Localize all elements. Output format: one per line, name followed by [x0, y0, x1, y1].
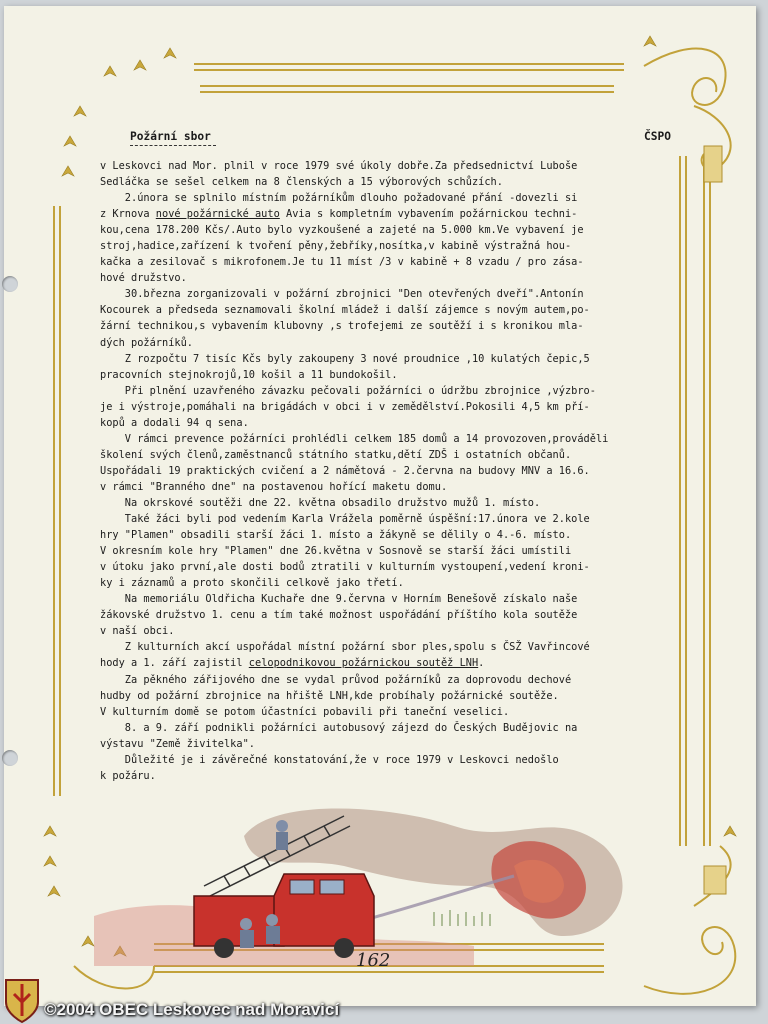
text-segment: v rámci "Branného dne" na postavenou hořící maketu domu.: [100, 480, 448, 493]
fire-truck-illustration: [94, 796, 654, 966]
text-segment: Kocourek a předseda seznamovali školní mládež i další zájemce s novým autem,po-: [100, 304, 590, 317]
text-segment: V kulturním domě se potom účastníci pobavili při taneční veselici.: [100, 705, 510, 718]
text-line: [100, 431, 660, 447]
text-line: [100, 479, 660, 495]
text-segment: Na memoriálu Oldřicha Kuchaře dne 9.června v Horním Benešově získalo naše: [100, 593, 578, 606]
text-line: [100, 768, 660, 784]
text-segment: Důležité je i závěrečné konstatování,že v roce 1979 v Leskovci nedošlo: [100, 753, 559, 766]
text-segment: hudby od požární zbrojnice na hřiště LNH,kde probíhaly požárnické soutěže.: [100, 689, 559, 702]
document-page: [4, 6, 756, 1006]
section-heading: Požární sbor: [130, 130, 211, 143]
text-segment: Za pěkného zářijového dne se vydal průvod požárníků za doprovodu dechové: [100, 673, 572, 686]
text-segment: hry "Plamen" obsadili starší žáci 1. místo a žákyně se dělily o 4.-6. místo.: [100, 529, 572, 542]
text-line: [100, 318, 660, 334]
text-segment: Z rozpočtu 7 tisíc Kčs byly zakoupeny 3 nové proudnice ,10 kulatých čepic,5: [100, 352, 590, 365]
text-line: [100, 447, 660, 463]
text-line: [100, 720, 660, 736]
text-line: [100, 270, 660, 286]
text-line: [100, 302, 660, 318]
text-segment: je i výstroje,pomáhali na brigádách v obci i v zemědělství.Pokosili 4,5 km pří-: [100, 400, 590, 413]
text-line: [100, 752, 660, 768]
text-segment: stroj,hadice,zařízení k tvoření pěny,žebříky,nosítka,v kabině výstražná hou-: [100, 240, 572, 253]
text-line: [100, 495, 660, 511]
text-segment: Avia s kompletním vybavením požárnickou techni-: [279, 208, 578, 221]
text-segment: Sedláčka se sešel celkem na 8 členských a 15 výborových schůzích.: [100, 176, 503, 189]
text-segment: Také žáci byli pod vedením Karla Vrážela poměrně úspěšní:17.února ve 2.kole: [100, 513, 590, 526]
text-segment: hové družstvo.: [100, 272, 187, 285]
text-line: [100, 415, 660, 431]
text-segment: Uspořádali 19 praktických cvičení a 2 námětová - 2.června na budovy MNV a 16.6.: [100, 464, 590, 477]
text-line: [100, 174, 660, 190]
text-segment: ky i záznamů a proto skončili celkově jako třetí.: [100, 577, 404, 590]
text-line: [100, 286, 660, 302]
text-line: [100, 543, 660, 559]
text-line: [100, 672, 660, 688]
text-line: [100, 511, 660, 527]
text-segment: žákovské družstvo 1. cenu a tím také možnost uspořádání příštího kola soutěže: [100, 609, 578, 622]
underlined-text: nové požárnické auto: [155, 208, 280, 221]
page-number: 162: [356, 950, 391, 971]
text-segment: kou,cena 178.200 Kčs/.Auto bylo vyzkoušené a zajeté na 5.000 km.Ve vybavení je: [100, 224, 584, 237]
text-line: [100, 623, 660, 639]
text-line: [100, 736, 660, 752]
text-segment: 8. a 9. září podnikli požárníci autobusový zájezd do Českých Budějovic na: [100, 721, 578, 734]
copyright-notice: ©2004 OBEC Leskovec nad Moravicí: [44, 1000, 340, 1019]
text-segment: kopů a dodali 94 q sena.: [100, 416, 249, 429]
text-line: [100, 190, 660, 206]
text-line: [100, 367, 660, 383]
underlined-text: celopodnikovou požárnickou soutěž LNH: [248, 657, 479, 670]
text-segment: hody a 1. září zajistil: [100, 657, 249, 670]
text-segment: .: [478, 657, 485, 670]
text-segment: Při plnění uzavřeného závazku pečovali požárníci o údržbu zbrojnice ,výzbro-: [100, 384, 596, 397]
text-line: [100, 463, 660, 479]
text-segment: 2.února se splnilo místním požárníkům dlouho požadované přání -dovezli si: [100, 192, 578, 205]
text-line: [100, 639, 660, 655]
text-segment: Na okrskové soutěži dne 22. května obsadilo družstvo mužů 1. místo.: [100, 496, 541, 509]
text-line: [100, 399, 660, 415]
text-line: [100, 206, 660, 222]
text-line: [100, 254, 660, 270]
text-line: [100, 575, 660, 591]
text-segment: V rámci prevence požárníci prohlédli celkem 185 domů a 14 provozoven,prováděli: [100, 432, 609, 445]
text-line: [100, 158, 660, 174]
text-segment: z Krnova: [100, 208, 156, 221]
text-segment: kačka a zesilovač s mikrofonem.Je tu 11 míst /3 v kabině + 8 vzadu / pro zása-: [100, 256, 584, 269]
text-line: [100, 527, 660, 543]
heading-underline: [130, 145, 216, 146]
text-line: [100, 591, 660, 607]
document-body: [100, 158, 660, 784]
text-segment: Z kulturních akcí uspořádal místní požární sbor ples,spolu s ČSŽ Vavřincové: [100, 641, 590, 654]
text-segment: v naší obci.: [100, 625, 175, 638]
text-segment: v Leskovci nad Mor. plnil v roce 1979 své úkoly dobře.Za předsednictví Luboše: [100, 160, 578, 172]
text-segment: žární technikou,s vybavením klubovny ,s trofejemi ze soutěží i s kronikou mla-: [100, 320, 584, 333]
text-line: [100, 704, 660, 720]
coat-of-arms-icon: [2, 976, 42, 1024]
text-segment: V okresním kole hry "Plamen" dne 26.května v Sosnově se starší žáci umístili: [100, 545, 572, 558]
text-line: [100, 655, 660, 671]
text-line: [100, 335, 660, 351]
text-line: [100, 607, 660, 623]
text-line: [100, 238, 660, 254]
text-line: [100, 351, 660, 367]
text-segment: k požáru.: [100, 769, 156, 782]
text-line: [100, 222, 660, 238]
text-segment: dých požárníků.: [100, 336, 193, 349]
text-segment: školení svých členů,zaměstnanců státního statku,dětí ZDŠ i ostatních občanů.: [100, 448, 572, 461]
text-segment: výstavu "Země živitelka".: [100, 737, 255, 750]
text-line: [100, 559, 660, 575]
text-segment: v útoku jako první,ale dosti bodů ztratili v kulturním vystoupení,vedení kroni-: [100, 561, 590, 574]
text-line: [100, 383, 660, 399]
text-line: [100, 688, 660, 704]
text-segment: 30.března zorganizovali v požární zbrojnici "Den otevřených dveří".Antonín: [100, 288, 584, 301]
organization-label: ČSPO: [644, 130, 671, 143]
text-segment: pracovních stejnokrojů,10 košil a 11 bundokošil.: [100, 368, 398, 381]
